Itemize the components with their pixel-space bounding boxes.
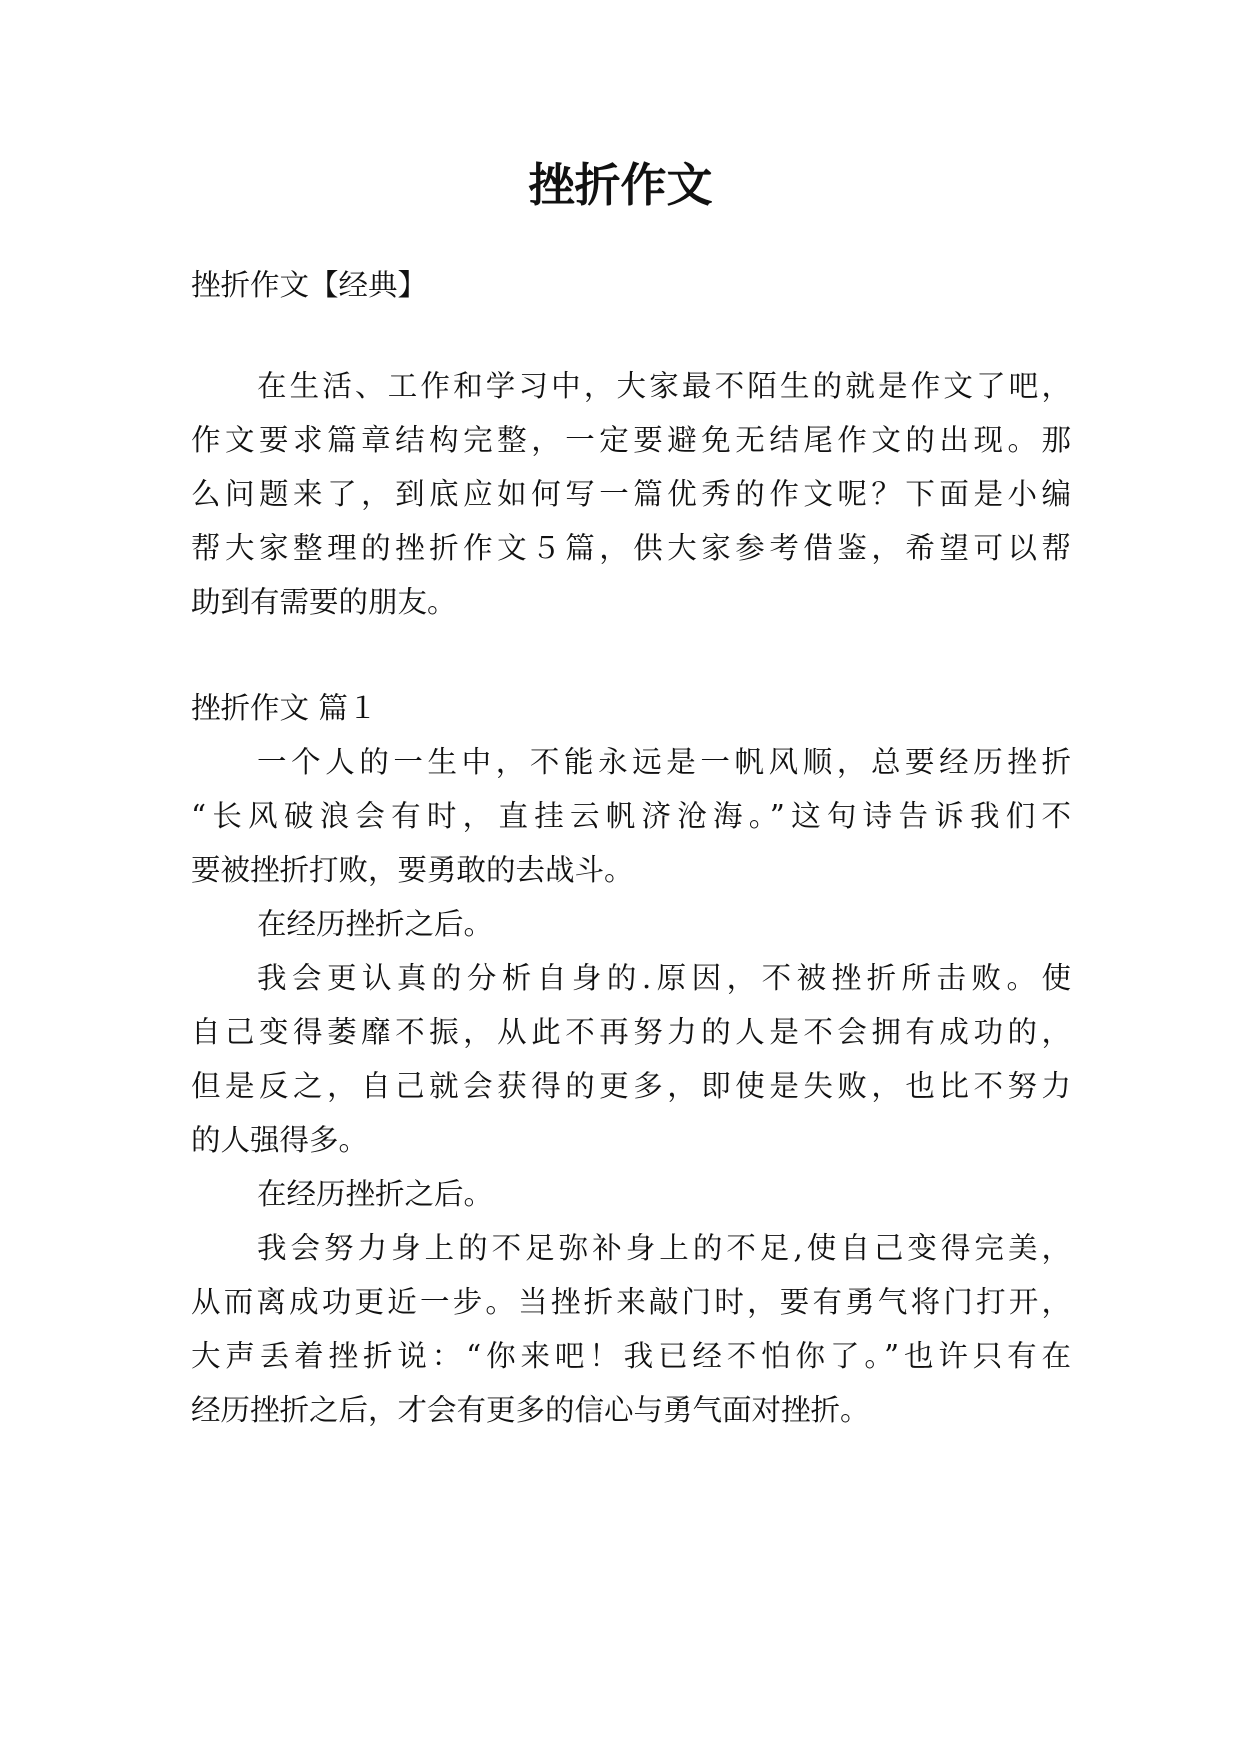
body-line: 的人强得多。	[191, 1123, 369, 1157]
body-line: 我会更认真的分析自身的.原因，不被挫折所击败。使	[257, 961, 1071, 995]
body-line: 在经历挫折之后。	[257, 907, 494, 941]
intro-line: 在生活、工作和学习中，大家最不陌生的就是作文了吧，	[257, 369, 1071, 403]
body-line: 大声丢着挫折说：“你来吧！我已经不怕你了。”也许只有在	[191, 1339, 1071, 1373]
document-subtitle: 挫折作文【经典】	[191, 268, 428, 302]
body-line: “长风破浪会有时，直挂云帆济沧海。”这句诗告诉我们不	[191, 799, 1071, 833]
body-line: 在经历挫折之后。	[257, 1177, 494, 1211]
body-line: 从而离成功更近一步。当挫折来敲门时，要有勇气将门打开，	[191, 1285, 1071, 1319]
body-line: 经历挫折之后，才会有更多的信心与勇气面对挫折。	[191, 1393, 870, 1427]
intro-line: 作文要求篇章结构完整，一定要避免无结尾作文的出现。那	[191, 423, 1071, 457]
intro-line: 助到有需要的朋友。	[191, 585, 457, 619]
document-title: 挫折作文	[528, 158, 713, 212]
body-line: 一个人的一生中，不能永远是一帆风顺，总要经历挫折	[257, 745, 1071, 779]
intro-line: 么问题来了，到底应如何写一篇优秀的作文呢？下面是小编	[191, 477, 1071, 511]
body-line: 自己变得萎靡不振，从此不再努力的人是不会拥有成功的，	[191, 1015, 1071, 1049]
body-line: 我会努力身上的不足弥补身上的不足,使自己变得完美，	[257, 1231, 1071, 1265]
section-heading: 挫折作文 篇１	[191, 691, 378, 725]
body-line: 要被挫折打败，要勇敢的去战斗。	[191, 853, 634, 887]
body-line: 但是反之，自己就会获得的更多，即使是失败，也比不努力	[191, 1069, 1071, 1103]
intro-line: 帮大家整理的挫折作文５篇，供大家参考借鉴，希望可以帮	[191, 531, 1071, 565]
